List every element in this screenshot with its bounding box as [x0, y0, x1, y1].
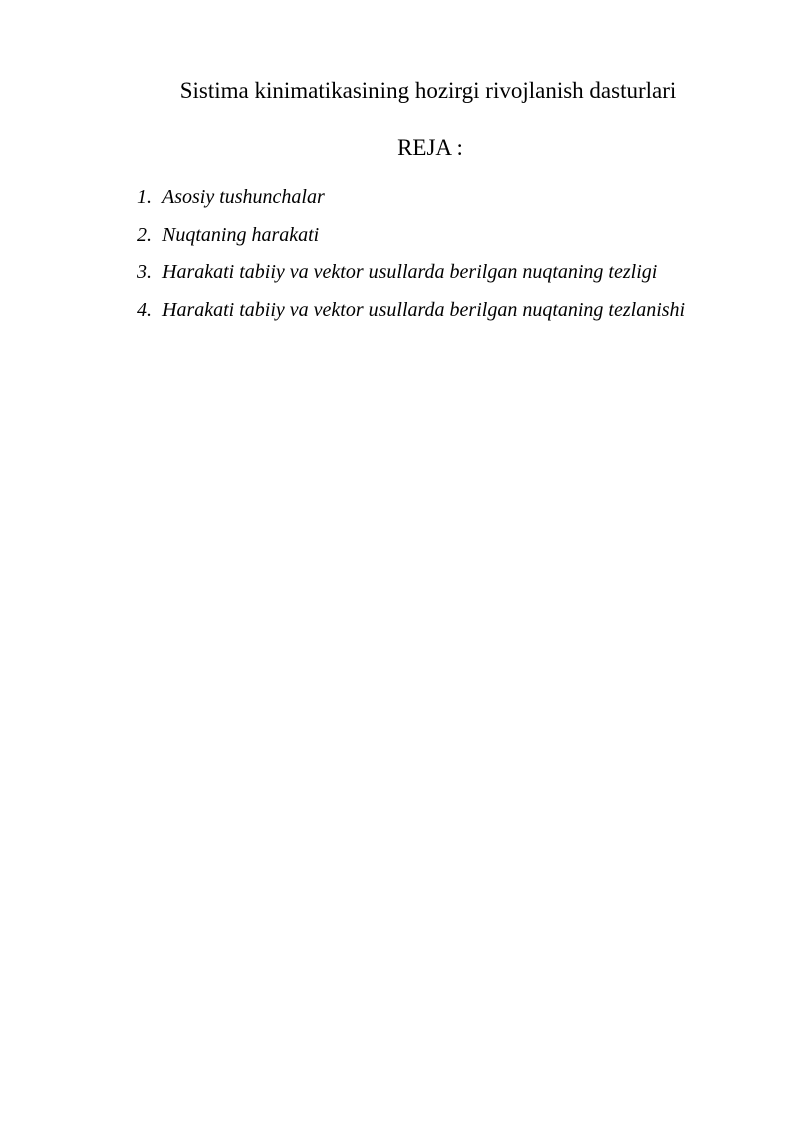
plan-item-number: 2.: [137, 223, 152, 246]
plan-item-number: 4.: [137, 298, 152, 321]
plan-item: [137, 184, 685, 222]
document-title: Sistima kinimatikasining hozirgi rivojlanish dasturlari: [179, 78, 677, 103]
plan-item-text: Harakati tabiiy va vektor usullarda berilgan nuqtaning tezligi: [162, 261, 658, 283]
plan-item-text: Harakati tabiiy va vektor usullarda berilgan nuqtaning tezlanishi: [162, 298, 686, 321]
plan-list: [137, 184, 685, 334]
plan-item: [137, 259, 685, 297]
plan-heading: REJA :: [397, 135, 463, 160]
plan-item-text: Asosiy tushunchalar: [162, 186, 325, 208]
plan-item-number: 3.: [137, 261, 152, 283]
plan-item-number: 1.: [137, 186, 152, 208]
plan-item-text: Nuqtaning harakati: [162, 223, 320, 246]
plan-item: [137, 297, 685, 335]
plan-item: [137, 222, 685, 260]
